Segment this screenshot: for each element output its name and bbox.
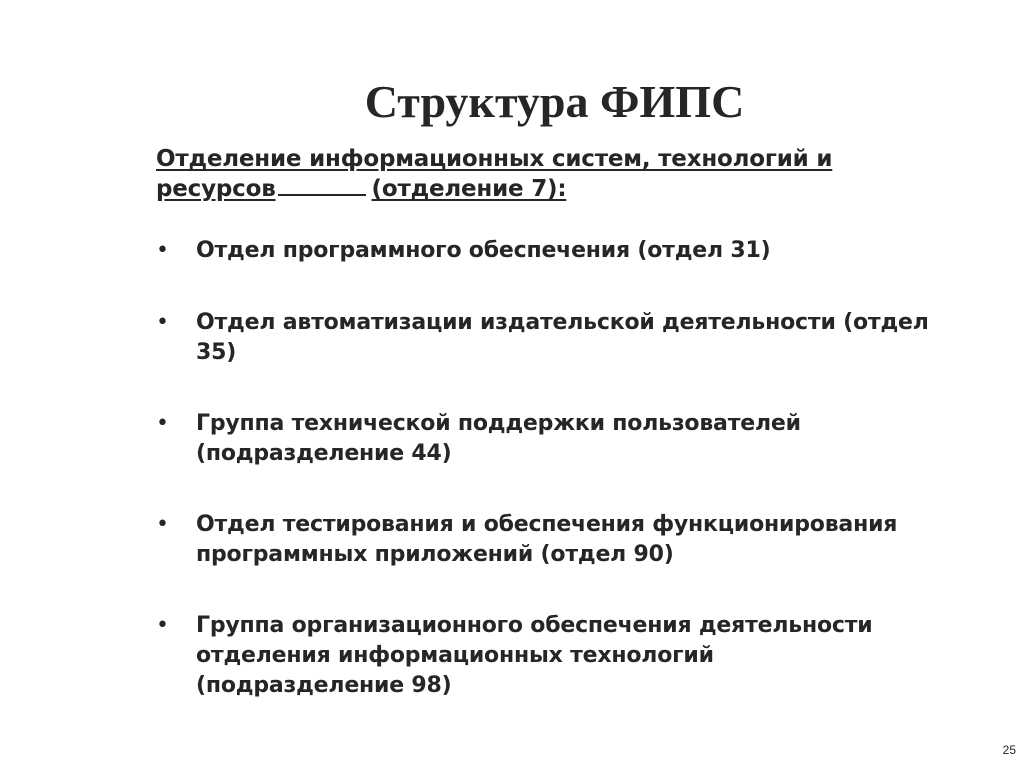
list-item-text	[196, 510, 956, 570]
list-item-text	[196, 236, 956, 266]
list-item-line: (подразделение 44)	[196, 441, 452, 466]
section-heading-line-2	[156, 174, 916, 204]
section-heading	[156, 144, 916, 204]
bullet-icon: •	[156, 310, 169, 335]
list-item	[156, 611, 956, 701]
list-item	[156, 308, 956, 368]
list-item-line: Группа технической поддержки пользователей	[196, 411, 801, 436]
list-item-line: Отдел программного обеспечения (отдел 31)	[196, 238, 771, 263]
bullet-icon: •	[156, 238, 169, 263]
list-item-text	[196, 409, 956, 469]
section-heading-name: ресурсов	[156, 176, 276, 202]
slide-title: Структура ФИПС	[364, 76, 745, 127]
underline-gap	[278, 190, 366, 196]
list-item	[156, 409, 956, 469]
list-item-line: программных приложений (отдел 90)	[196, 542, 674, 567]
list-item-line: отделения информационных технологий	[196, 643, 714, 668]
list-item-line: Отдел автоматизации издательской деятельности (отдел	[196, 310, 929, 335]
list-item-text	[196, 308, 956, 368]
bullet-icon: •	[156, 512, 169, 537]
list-item	[156, 510, 956, 570]
list-item-text	[196, 611, 956, 701]
section-heading-number: (отделение 7):	[371, 176, 567, 202]
list-item-line: Группа организационного обеспечения деятельности	[196, 613, 873, 638]
bullet-icon: •	[156, 613, 169, 638]
list-item-line: 35)	[196, 340, 237, 365]
list-item-line: (подразделение 98)	[196, 673, 452, 698]
list-item-line: Отдел тестирования и обеспечения функционирования	[196, 512, 898, 537]
page-number: 25	[1002, 743, 1016, 757]
bullet-icon: •	[156, 411, 169, 436]
section-heading-line-1: Отделение информационных систем, технологий и	[156, 146, 833, 172]
list-item	[156, 236, 956, 266]
